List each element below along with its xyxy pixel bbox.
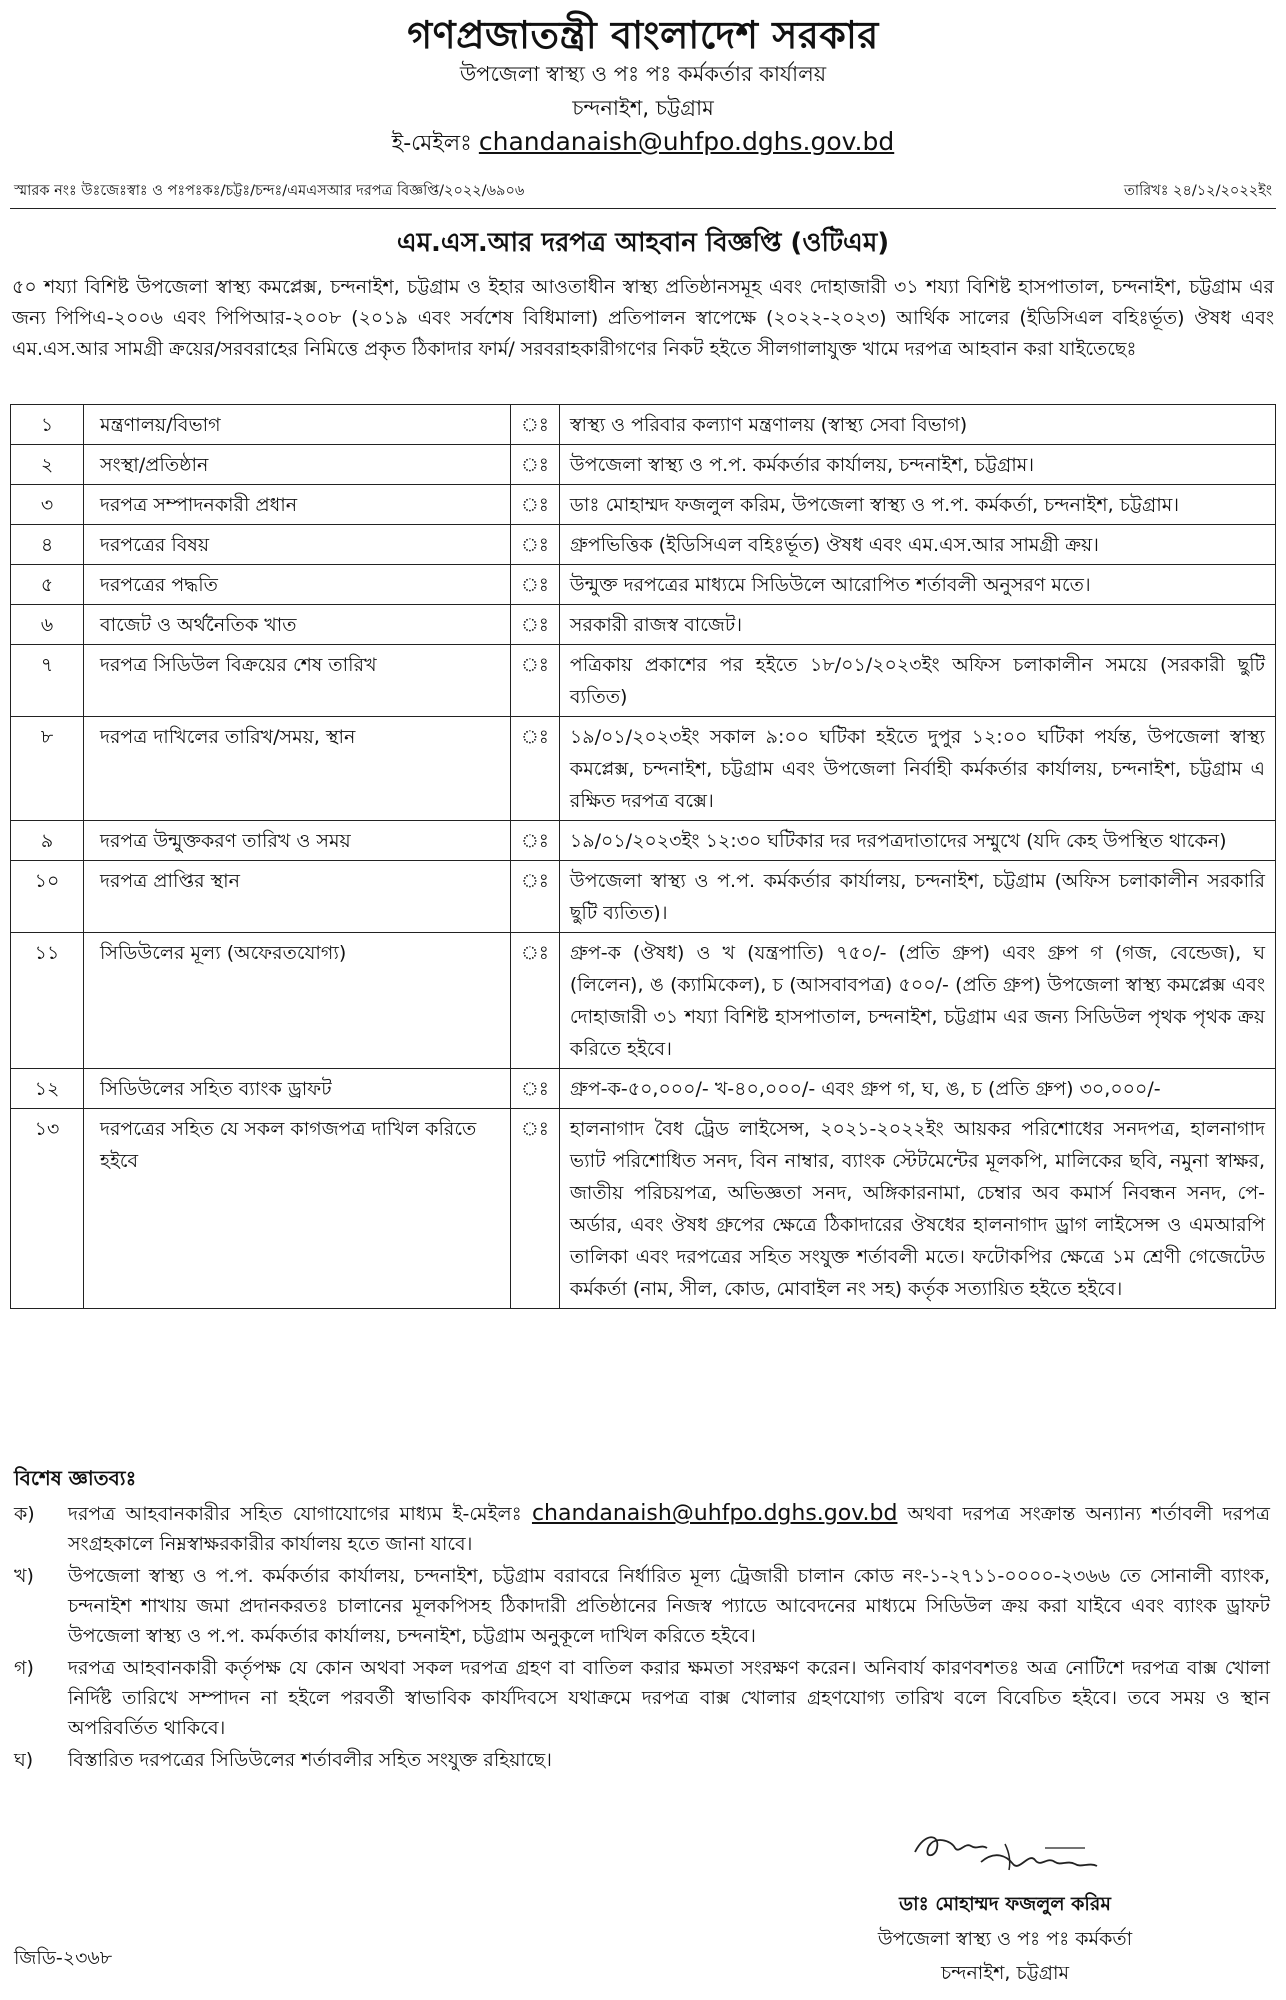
email-label: ই-মেইলঃ	[391, 131, 472, 156]
row-value: ১৯/০১/২০২৩ইং সকাল ৯:০০ ঘটিকা হইতে দুপুর ১২:০০ ঘটিকা পর্যন্ত, উপজেলা স্বাস্থ্য কমপ্লেক্স, চন্দনাইশ, চট্টগ্রাম এবং উপজেলা নির্বাহী কর্মকর্তার কার্যালয়, চন্দনাইশ, চট্টগ্রাম এ রক্ষিত দরপত্র বক্সে।	[559, 717, 1275, 821]
row-number: ১২	[11, 1069, 84, 1109]
row-separator: ঃ	[511, 821, 560, 861]
table-row	[11, 645, 1276, 717]
note-text: বিস্তারিত দরপত্রের সিডিউলের শর্তাবলীর সহিত সংযুক্ত রহিয়াছে।	[68, 1749, 552, 1771]
row-number: ১	[11, 405, 84, 445]
table-row	[11, 1069, 1276, 1109]
note-text	[68, 1499, 1276, 1559]
gd-number: জিডি-২৩৬৮	[14, 1947, 113, 1969]
table-row	[11, 445, 1276, 485]
signer-location: চন্দনাইশ, চট্টগ্রাম	[940, 1962, 1070, 1984]
row-separator: ঃ	[511, 525, 560, 565]
row-label: সংস্থা/প্রতিষ্ঠান	[84, 445, 511, 485]
row-label: বাজেট ও অর্থনৈতিক খাত	[84, 605, 511, 645]
row-number: ৬	[11, 605, 84, 645]
divider	[10, 208, 1276, 209]
row-label: দরপত্র উন্মুক্তকরণ তারিখ ও সময়	[84, 821, 511, 861]
row-value: ডাঃ মোহাম্মদ ফজলুল করিম, উপজেলা স্বাস্থ্য ও প.প. কর্মকর্তা, চন্দনাইশ, চট্টগ্রাম।	[559, 485, 1275, 525]
row-separator: ঃ	[511, 485, 560, 525]
row-number: ৮	[11, 717, 84, 821]
row-number: ৪	[11, 525, 84, 565]
office-location: চন্দনাইশ, চট্টগ্রাম	[572, 96, 714, 120]
row-separator: ঃ	[511, 861, 560, 933]
table-row	[11, 821, 1276, 861]
row-number: ৫	[11, 565, 84, 605]
note-kha	[10, 1561, 1276, 1651]
row-value: ১৯/০১/২০২৩ইং ১২:৩০ ঘটিকার দর দরপত্রদাতাদের সম্মুখে (যদি কেহ উপস্থিত থাকেন)	[559, 821, 1275, 861]
note-a-post: অথবা দরপত্র সংক্রান্ত অন্যান্য শর্তাবলী দরপত্র সংগ্রহকালে নিম্নস্বাক্ষরকারীর কার্যালয় হতে জানা যাবে।	[68, 1503, 1270, 1555]
signature-block	[800, 1822, 1210, 1990]
row-value: পত্রিকায় প্রকাশের পর হইতে ১৮/০১/২০২৩ইং অফিস চলাকালীন সময়ে (সরকারী ছুটি ব্যতিত)	[559, 645, 1275, 717]
row-separator: ঃ	[511, 565, 560, 605]
row-value: গ্রুপভিত্তিক (ইডিসিএল বহিঃর্ভূত) ঔষধ এবং এম.এস.আর সামগ্রী ক্রয়।	[559, 525, 1275, 565]
row-separator: ঃ	[511, 605, 560, 645]
row-number: ৩	[11, 485, 84, 525]
table-row	[11, 861, 1276, 933]
row-label: দরপত্রের পদ্ধতি	[84, 565, 511, 605]
row-number: ৯	[11, 821, 84, 861]
row-label: মন্ত্রণালয়/বিভাগ	[84, 405, 511, 445]
row-value: উন্মুক্ত দরপত্রের মাধ্যমে সিডিউলে আরোপিত শর্তাবলী অনুসরণ মতে।	[559, 565, 1275, 605]
row-label: দরপত্রের বিষয়	[84, 525, 511, 565]
signer-designation: উপজেলা স্বাস্থ্য ও পঃ পঃ কর্মকর্তা	[877, 1928, 1133, 1950]
row-value: উপজেলা স্বাস্থ্য ও প.প. কর্মকর্তার কার্যালয়, চন্দনাইশ, চট্টগ্রাম।	[559, 445, 1275, 485]
table-row	[11, 717, 1276, 821]
table-row	[11, 1109, 1276, 1309]
table-row	[11, 405, 1276, 445]
row-value: গ্রুপ-ক (ঔষধ) ও খ (যন্ত্রপাতি) ৭৫০/- (প্রতি গ্রুপ) এবং গ্রুপ গ (গজ, বেন্ডেজ), ঘ (লিলেন), ঙ (ক্যামিকেল), চ (আসবাবপত্র) ৫০০/- (প্রতি গ্রুপ) উপজেলা স্বাস্থ্য কমপ্লেক্স এবং দোহাজারী ৩১ শয্যা বিশিষ্ট হাসপাতাল, চন্দনাইশ, চট্টগ্রাম এর জন্য সিডিউল পৃথক পৃথক ক্রয় করিতে হইবে।	[559, 933, 1275, 1069]
row-value: স্বাস্থ্য ও পরিবার কল্যাণ মন্ত্রণালয় (স্বাস্থ্য সেবা বিভাগ)	[559, 405, 1275, 445]
table-row	[11, 565, 1276, 605]
note-text: দরপত্র আহবানকারী কর্তৃপক্ষ যে কোন অথবা সকল দরপত্র গ্রহণ বা বাতিল করার ক্ষমতা সংরক্ষণ করেন। অনিবার্য কারণবশতঃ অত্র নোটিশে দরপত্র বাক্স খোলা নির্দিষ্ট তারিখে সম্পাদন না হইলে পরবর্তী স্বাভাবিক কার্যদিবসে যথাক্রমে দরপত্র বাক্স খোলার গ্রহণযোগ্য তারিখ বলে বিবেচিত হইবে। তবে সময় ও স্থান অপরিবর্তিত থাকিবে।	[68, 1657, 1270, 1739]
note-ga	[10, 1653, 1276, 1743]
row-separator: ঃ	[511, 645, 560, 717]
row-number: ১১	[11, 933, 84, 1069]
notice-title: এম.এস.আর দরপত্র আহবান বিজ্ঞপ্তি (ওটিএম)	[396, 228, 890, 258]
email-line	[10, 126, 1276, 163]
notice-page	[10, 0, 1276, 2000]
table-row	[11, 525, 1276, 565]
table-row	[11, 485, 1276, 525]
row-label: সিডিউলের মূল্য (অফেরতযোগ্য)	[84, 933, 511, 1069]
note-email-link[interactable]: chandanaish@uhfpo.dghs.gov.bd	[531, 1501, 898, 1526]
tender-details-table	[10, 404, 1276, 1309]
row-value: উপজেলা স্বাস্থ্য ও প.প. কর্মকর্তার কার্যালয়, চন্দনাইশ, চট্টগ্রাম (অফিস চলাকালীন সরকারি ছুটি ব্যতিত)।	[559, 861, 1275, 933]
special-notes	[10, 1464, 1276, 1775]
row-value: গ্রুপ-ক-৫০,০০০/- খ-৪০,০০০/- এবং গ্রুপ গ, ঘ, ঙ, চ (প্রতি গ্রুপ) ৩০,০০০/-	[559, 1069, 1275, 1109]
row-separator: ঃ	[511, 717, 560, 821]
notice-date: তারিখঃ ২৪/১২/২০২২ইং	[1123, 183, 1272, 199]
row-separator: ঃ	[511, 933, 560, 1069]
office-name: উপজেলা স্বাস্থ্য ও পঃ পঃ কর্মকর্তার কার্যালয়	[459, 62, 827, 86]
note-gha	[10, 1745, 1276, 1775]
row-value: হালনাগাদ বৈধ ট্রেড লাইসেন্স, ২০২১-২০২২ইং আয়কর পরিশোধের সনদপত্র, হালনাগাদ ভ্যাট পরিশোধিত সনদ, বিন নাম্বার, ব্যাংক স্টেটমেন্টের মূলকপি, মালিকের ছবি, নমুনা স্বাক্ষর, জাতীয় পরিচয়পত্র, অভিজ্ঞতা সনদ, অঙ্গিকারনামা, চেম্বার অব কমার্স নিবন্ধন সনদ, পে-অর্ডার, এবং ঔষধ গ্রুপের ক্ষেত্রে ঠিকাদারের ঔষধের হালনাগাদ ড্রাগ লাইসেন্স ও এমআরপি তালিকা এবং দরপত্রের সহিত সংযুক্ত শর্তাবলী মতে। ফটোকপির ক্ষেত্রে ১ম শ্রেণী গেজেটেড কর্মকর্তা (নাম, সীল, কোড, মোবাইল নং সহ) কর্তৃক সত্যায়িত হইতে হইবে।	[559, 1109, 1275, 1309]
note-a-pre: দরপত্র আহবানকারীর সহিত যোগাযোগের মাধ্যম ই-মেইলঃ	[68, 1503, 522, 1525]
special-notes-heading: বিশেষ জ্ঞাতব্যঃ	[14, 1466, 137, 1490]
row-number: ৭	[11, 645, 84, 717]
table-row	[11, 605, 1276, 645]
row-number: ১০	[11, 861, 84, 933]
row-label: দরপত্রের সহিত যে সকল কাগজপত্র দাখিল করিতে হইবে	[84, 1109, 511, 1309]
note-marker: ঘ)	[14, 1749, 34, 1771]
note-marker: ক)	[14, 1503, 35, 1525]
row-label: সিডিউলের সহিত ব্যাংক ড্রাফট	[84, 1069, 511, 1109]
note-text: উপজেলা স্বাস্থ্য ও প.প. কর্মকর্তার কার্যালয়, চন্দনাইশ, চট্টগ্রাম বরাবরে নির্ধারিত মূল্য ট্রেজারী চালান কোড নং-১-২৭১১-০০০০-২৩৬৬ তে সোনালী ব্যাংক, চন্দনাইশ শাখায় জমা প্রদানকরতঃ চালানের মূলকপিসহ ঠিকাদারী প্রতিষ্ঠানের নিজস্ব প্যাডে আবেদনের মাধ্যমে সিডিউল ক্রয় করা যাইবে এবং ব্যাংক ড্রাফট উপজেলা স্বাস্থ্য ও প.প. কর্মকর্তার কার্যালয়, চন্দনাইশ, চট্টগ্রাম অনুকূলে দাখিল করিতে হইবে।	[68, 1565, 1270, 1647]
government-title: গণপ্রজাতন্ত্রী বাংলাদেশ সরকার	[407, 13, 879, 57]
note-marker: গ)	[14, 1657, 34, 1679]
note-marker: খ)	[14, 1565, 34, 1587]
row-label: দরপত্র সিডিউল বিক্রয়ের শেষ তারিখ	[84, 645, 511, 717]
row-separator: ঃ	[511, 1109, 560, 1309]
signer-name: ডাঃ মোহাম্মদ ফজলুল করিম	[899, 1893, 1111, 1915]
header-email-link[interactable]: chandanaish@uhfpo.dghs.gov.bd	[478, 127, 895, 156]
handwritten-signature	[885, 1822, 1125, 1884]
note-ka	[10, 1499, 1276, 1559]
row-separator: ঃ	[511, 405, 560, 445]
row-label: দরপত্র সম্পাদনকারী প্রধান	[84, 485, 511, 525]
row-label: দরপত্র প্রাপ্তির স্থান	[84, 861, 511, 933]
row-label: দরপত্র দাখিলের তারিখ/সময়, স্থান	[84, 717, 511, 821]
intro-paragraph: ৫০ শয্যা বিশিষ্ট উপজেলা স্বাস্থ্য কমপ্লেক্স, চন্দনাইশ, চট্টগ্রাম ও ইহার আওতাধীন স্বাস্থ্য প্রতিষ্ঠানসমূহ এবং দোহাজারী ৩১ শয্যা বিশিষ্ট হাসপাতাল, চন্দনাইশ, চট্টগ্রাম এর জন্য পিপিএ-২০০৬ এবং পিপিআর-২০০৮ (২০১৯ এবং সর্বশেষ বিধিমালা) প্রতিপালন স্বাপেক্ষে (২০২২-২০২৩) আর্থিক সালের (ইডিসিএল বহিঃর্ভূত) ঔষধ এবং এম.এস.আর সামগ্রী ক্রয়ের/সরবরাহের নিমিত্তে প্রকৃত ঠিকাদার ফার্ম/ সরবরাহকারীগণের নিকট হইতে সীলগালাযুক্ত খামে দরপত্র আহবান করা যাইতেছেঃ	[12, 276, 1274, 360]
row-value: সরকারী রাজস্ব বাজেট।	[559, 605, 1275, 645]
row-number: ২	[11, 445, 84, 485]
memo-number: স্মারক নংঃ উঃজেঃস্বাঃ ও পঃপঃকঃ/চট্টঃ/চন্দঃ/এমএসআর দরপত্র বিজ্ঞপ্তি/২০২২/৬৯০৬	[14, 183, 525, 199]
row-number: ১৩	[11, 1109, 84, 1309]
table-row	[11, 933, 1276, 1069]
row-separator: ঃ	[511, 1069, 560, 1109]
row-separator: ঃ	[511, 445, 560, 485]
